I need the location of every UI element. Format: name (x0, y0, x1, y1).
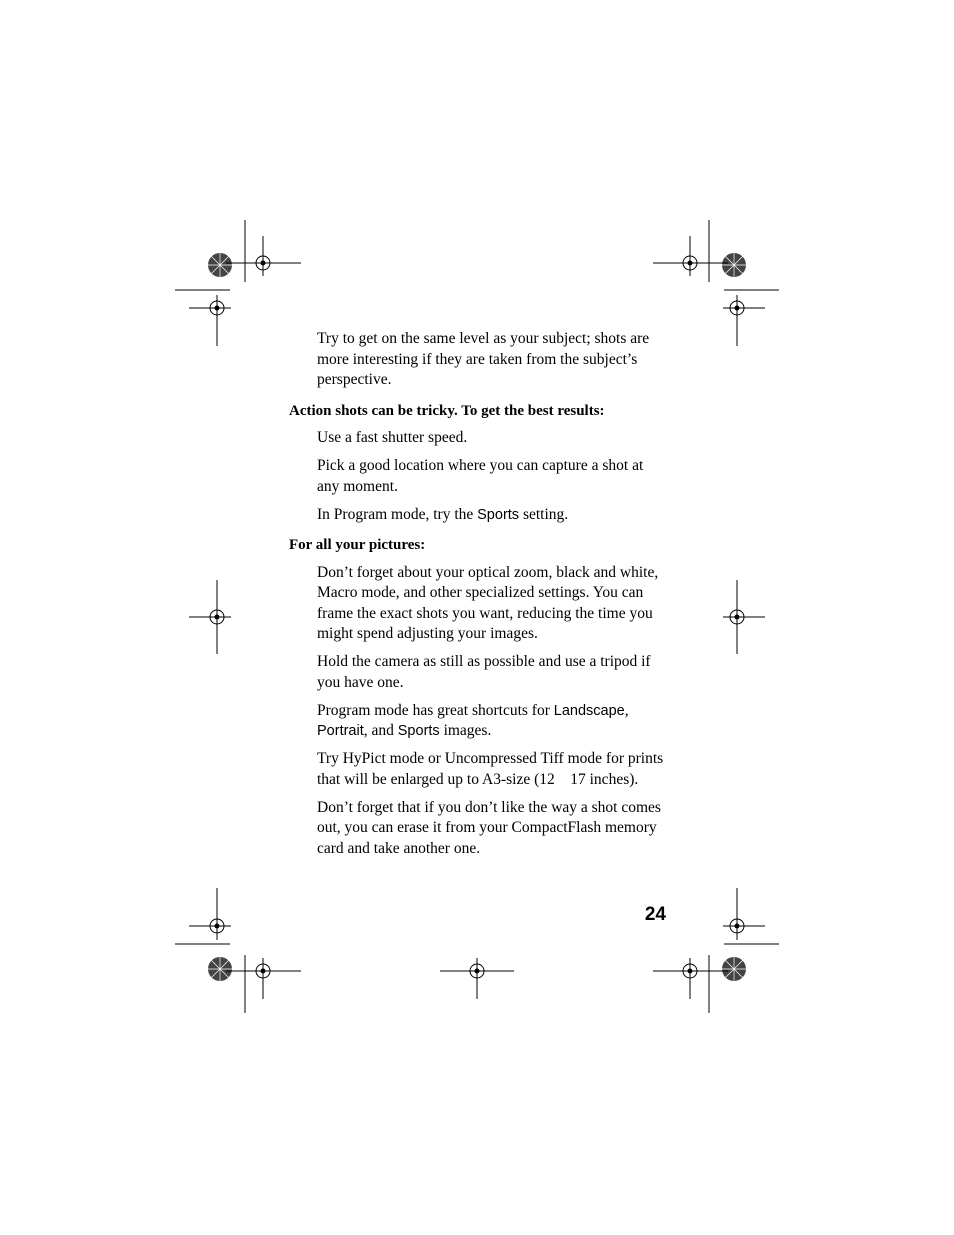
paragraph: Pick a good location where you can capture a shot at any moment. (317, 457, 644, 495)
page-number: 24 (644, 904, 666, 925)
setting-name: Portrait (317, 723, 364, 739)
text-run: setting. (519, 505, 569, 523)
text-run: images. (439, 722, 492, 739)
starburst-icon (208, 957, 232, 981)
paragraph: Don’t forget that if you don’t like the way a shot comes out, you can erase it from your CompactFlash memory card and take another one. (317, 798, 661, 857)
starburst-icon (722, 253, 746, 277)
text-run: , and (363, 722, 398, 739)
paragraph: Hold the camera as still as possible and use a tripod if you have one. (317, 653, 651, 691)
text-run: , (624, 701, 629, 719)
paragraph: Don’t forget about your optical zoom, black and white, Macro mode, and other specialized settings. You can frame the exact shots you want, reducing the time you might spend adjusting your images. (317, 563, 659, 642)
section-heading: For all your pictures: (289, 537, 426, 553)
text-run: Program mode has great shortcuts for (317, 701, 554, 719)
paragraph: Use a fast shutter speed. (317, 429, 468, 446)
section-heading: Action shots can be tricky. To get the best results: (289, 402, 605, 419)
text-run: In Program mode, try the (317, 505, 478, 523)
starburst-icon (722, 957, 746, 981)
paragraph (317, 505, 669, 526)
starburst-icon (208, 253, 232, 277)
setting-name: Landscape (553, 702, 625, 719)
setting-name: Sports (477, 506, 520, 523)
paragraph (317, 701, 669, 742)
paragraph: Try HyPict mode or Uncompressed Tiff mode for prints that will be enlarged up to A3-size (12 17 inches). (317, 750, 668, 788)
page-body (289, 329, 669, 867)
setting-name: Sports (397, 723, 440, 739)
paragraph: Try to get on the same level as your subject; shots are more interesting if they are taken from the subject’s perspective. (317, 330, 650, 388)
